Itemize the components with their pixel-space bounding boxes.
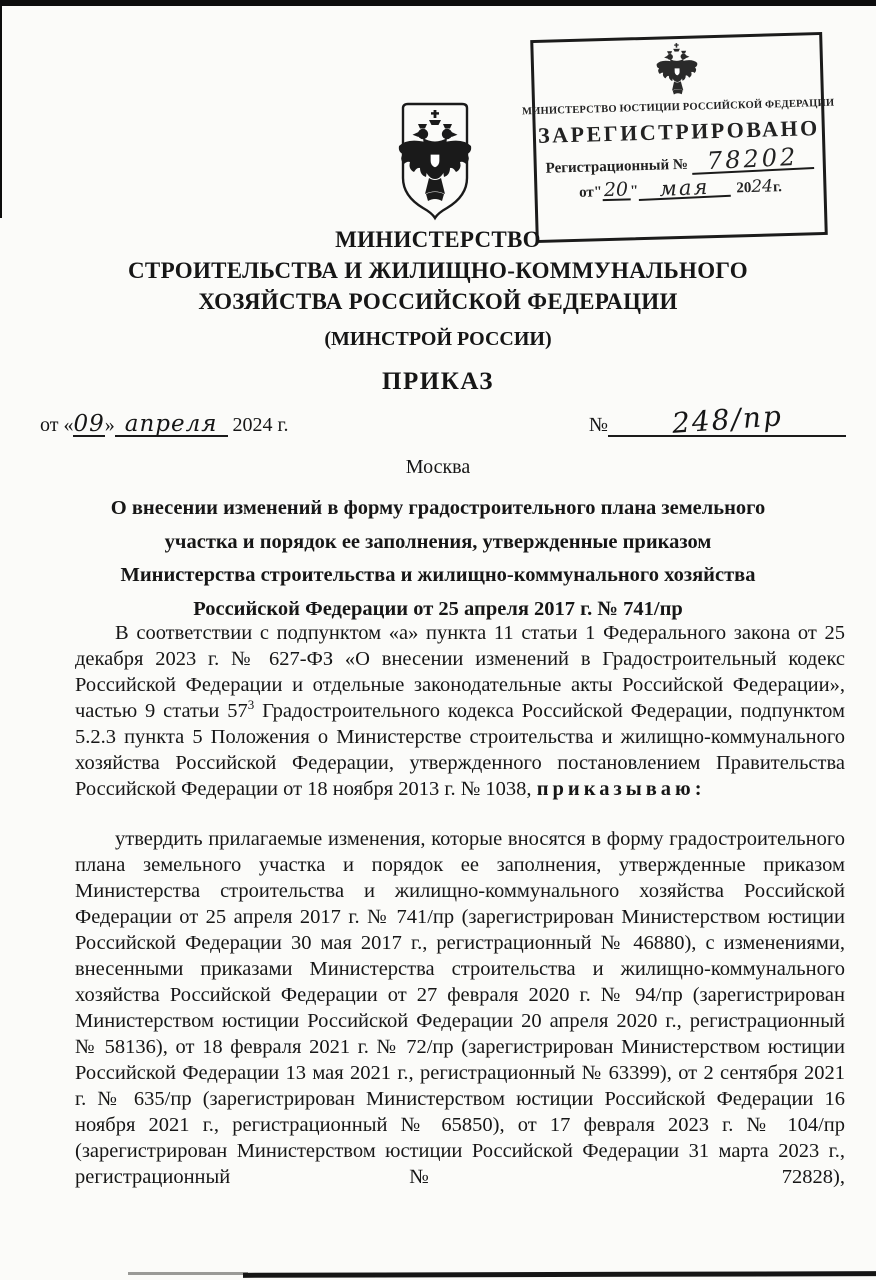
- paragraph-preamble: [75, 620, 845, 802]
- coat-of-arms-icon: [391, 102, 479, 236]
- stamp-date-day: 20: [603, 178, 629, 202]
- document-type: ПРИКАЗ: [382, 368, 494, 395]
- preamble-text-continued: Градостроительного кодекса Российской Федерации, подпунктом 5.2.3 пункта 5 Положения о Министерстве строительства и жилищно-коммунального хозяйства Российской Федерации, утвержденного постановлением Правительства Российской Федерации от 18 ноября 2013 г. № 1038,: [75, 700, 845, 800]
- stamp-registration-number-line: [545, 142, 814, 177]
- city: Москва: [405, 456, 471, 478]
- stamp-date-line: [579, 176, 782, 202]
- order-number-label: №: [588, 414, 608, 436]
- handwritten-day: 09: [73, 411, 105, 437]
- scan-bottom-edge: [243, 1271, 876, 1278]
- stamp-date-quote-close: ": [629, 183, 639, 200]
- document-title: О внесении изменений в форму градостроительного плана земельного участка и порядок ее заполнения, утвержденные приказом Министерства строительства и жилищно-коммунального хозяйства Российской Федерации от 25 апреля 2017 г. № 741/пр: [110, 497, 766, 620]
- paragraph-order-body: утвердить прилагаемые изменения, которые вносятся в форму градостроительного плана земельного участка и порядок ее заполнения, утвержденные приказом Министерства строительства и жилищно-коммунального хозяйства Российской Федерации от 25 апреля 2017 г. № 741/пр (зарегистрирован Министерством юстиции Российской Федерации 30 мая 2017 г., регистрационный № 46880), с изменениями, внесенными приказами Министерства строительства и жилищно-коммунального хозяйства Российской Федерации от 27 февраля 2020 г. № 94/пр (зарегистрирован Министерством юстиции Российской Федерации 20 апреля 2020 г., регистрационный № 58136), от 18 февраля 2021 г. № 72/пр (зарегистрирован Министерством юстиции Российской Федерации 13 мая 2021 г., регистрационный № 63399), от 2 сентября 2021 г. № 635/пр (зарегистрирован Министерством юстиции Российской Федерации 16 ноября 2021 г., регистрационный № 65850), от 17 февраля 2023 г. № 104/пр (зарегистрирован Министерством юстиции Российской Федерации 31 марта 2023 г., регистрационный № 72828),: [75, 828, 845, 1188]
- scan-top-edge: [0, 0, 876, 6]
- superscript-3: 3: [247, 697, 255, 713]
- registration-stamp: [521, 32, 835, 243]
- stamp-registered-label: ЗАРЕГИСТРИРОВАНО: [537, 115, 820, 148]
- stamp-date-year-printed: 20: [736, 180, 752, 197]
- order-date-quote-close: »: [104, 414, 115, 436]
- letterhead: [0, 224, 876, 396]
- preamble-text: В соответствии с подпунктом «а» пункта 11 статьи 1 Федерального закона от 25 декабря 2023 г. № 627-ФЗ «О внесении изменений в Градостроительный кодекс Российской Федерации и отдельные законодательные акты Российской Федерации», частью 9 статьи 57: [75, 622, 845, 722]
- stamp-reg-number-label: Регистрационный №: [545, 156, 689, 177]
- order-date-year: 2024 г.: [227, 414, 289, 436]
- order-date-prefix: от «: [40, 414, 74, 436]
- handwritten-month: апреля: [124, 411, 218, 437]
- stamp-ministry-line: МИНИСТЕРСТВО ЮСТИЦИИ РОССИЙСКОЙ ФЕДЕРАЦИИ: [521, 97, 835, 118]
- stamp-date-month: мая: [638, 177, 731, 201]
- stamp-date-year-suffix: г.: [772, 179, 783, 196]
- handwritten-order-number: 248/пр: [670, 399, 784, 440]
- ministry-short-name: (МИНСТРОЙ РОССИИ): [324, 328, 552, 350]
- order-meta-row: [40, 399, 846, 440]
- stamp-reg-number-value: 78202: [691, 145, 814, 175]
- order-number: [588, 399, 846, 440]
- ministry-name-line2: СТРОИТЕЛЬСТВА И ЖИЛИЩНО-КОММУНАЛЬНОГО: [128, 258, 748, 283]
- scan-left-edge: [0, 0, 2, 218]
- prikazyvayu-label: приказываю:: [536, 778, 706, 800]
- ministry-name-line3: ХОЗЯЙСТВА РОССИЙСКОЙ ФЕДЕРАЦИИ: [198, 289, 678, 314]
- scan-bottom-edge-grey: [128, 1272, 248, 1275]
- stamp-date-quote-open: ": [593, 184, 603, 201]
- stamp-eagle-icon: [650, 41, 704, 101]
- order-date: [40, 411, 289, 437]
- stamp-date-year-handwritten: 24: [751, 176, 774, 197]
- stamp-date-prefix: от: [578, 184, 594, 201]
- ministry-name-line1: МИНИСТЕРСТВО: [335, 227, 541, 252]
